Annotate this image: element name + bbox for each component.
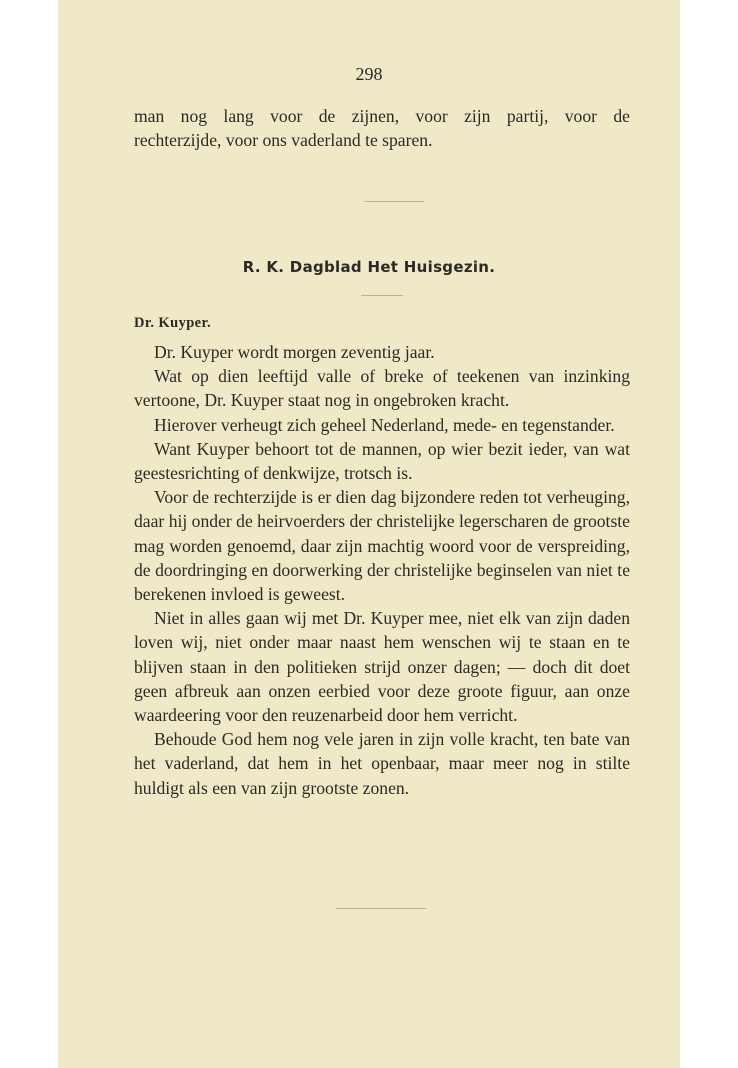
paragraph: Voor de rechterzijde is er dien dag bijzondere reden tot verheuging, daar hij onder de heirvoerders der christelijke legerscharen de grootste mag worden genoemd, daar zijn machtig woord voor de verspreiding, de doordringing en doorwerking der christelijke beginselen van niet te berekenen invloed is geweest.	[134, 487, 630, 605]
paragraph: Behoude God hem nog vele jaren in zijn volle kracht, ten bate van het vaderland, dat hem in het openbaar, maar meer nog in stilte huldigt als een van zijn grootste zonen.	[134, 729, 630, 798]
book-page	[58, 0, 680, 1068]
paragraph: Dr. Kuyper wordt morgen zeventig jaar.	[154, 342, 435, 362]
paragraph: Wat op dien leeftijd valle of breke of teekenen van inzinking vertoone, Dr. Kuyper staat nog in ongebroken kracht.	[134, 366, 630, 411]
section-heading: R. K. Dagblad Het Huisgezin.	[242, 258, 496, 276]
page-number: 298	[355, 64, 383, 84]
intro-line: man nog lang voor de zijnen, voor zijn partij, voor de	[134, 106, 630, 126]
paragraph: Hierover verheugt zich geheel Nederland, mede- en tegenstander.	[154, 414, 615, 435]
article-body	[134, 340, 630, 800]
intro-text	[134, 104, 630, 152]
article-title: Dr. Kuyper.	[134, 315, 212, 331]
paragraph: Niet in alles gaan wij met Dr. Kuyper mee, niet elk van zijn daden loven wij, niet onder maar naast hem wenschen wij te staan en te blijven staan in den politieken strijd onzer dagen; — doch dit doet geen afbreuk aan onzen eerbied voor deze groote figuur, aan onze waardeering voor den reuzenarbeid door hem verricht.	[134, 608, 630, 726]
intro-line: rechterzijde, voor ons vaderland te sparen.	[134, 130, 433, 151]
section-divider	[364, 201, 424, 202]
heading-underline	[361, 295, 403, 296]
end-divider	[336, 908, 426, 909]
paragraph: Want Kuyper behoort tot de mannen, op wier bezit ieder, van wat geestesrichting of denkwijze, trotsch is.	[134, 438, 630, 484]
